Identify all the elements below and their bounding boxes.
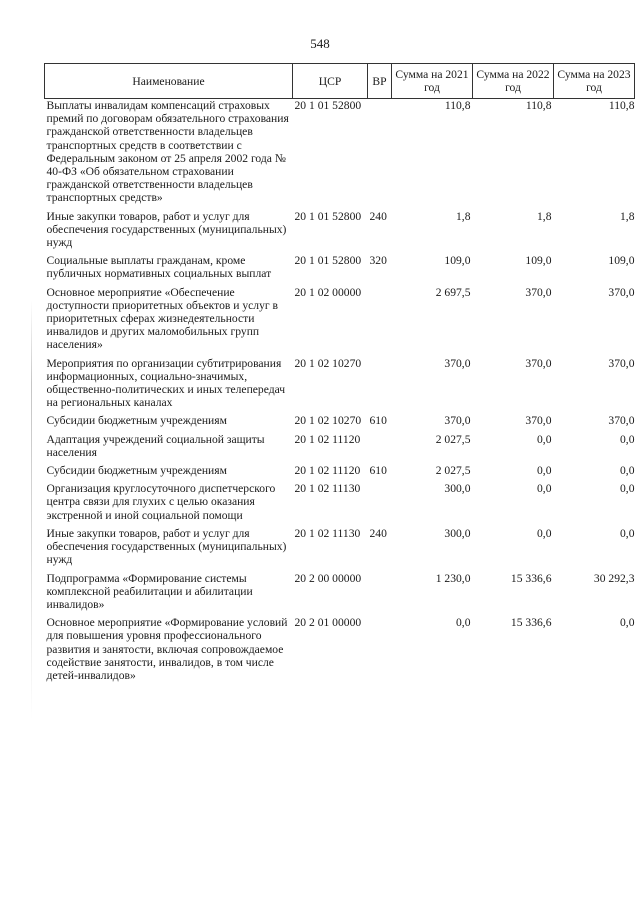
row-vr (368, 572, 392, 617)
row-sum-2021: 0,0 (456, 616, 471, 630)
row-sum-2022: 370,0 (525, 414, 552, 428)
row-sum-2022: 15 336,6 (510, 571, 552, 585)
row-sum-2023: 370,0 (608, 356, 635, 370)
row-sum-2022: 0,0 (537, 526, 552, 540)
table-row (45, 414, 635, 432)
row-vr (368, 286, 392, 357)
row-name: Выплаты инвалидам компенсаций страховых премий по договорам обязательного страхования гражданской ответственности владельцев транспортных средств в соответствии с Федеральным законом от 25 апреля 2002 года № 40-ФЗ «Об обязательном страховании гражданской ответственности владельцев транспортных средств» (46, 99, 289, 205)
row-csr: 20 1 02 11120 (294, 464, 361, 478)
row-sum-2022: 0,0 (537, 432, 552, 446)
row-sum-2021: 2 027,5 (435, 464, 471, 478)
header-vr: ВР (368, 64, 392, 99)
row-sum-2023: 30 292,3 (593, 571, 635, 585)
row-name: Иные закупки товаров, работ и услуг для обеспечения государственных (муниципальных) нужд (46, 526, 287, 567)
table-row (45, 616, 635, 687)
row-vr: 610 (369, 464, 387, 478)
row-sum-2023: 0,0 (620, 432, 635, 446)
row-csr: 20 1 02 10270 (294, 414, 362, 428)
row-sum-2021: 2 027,5 (435, 432, 471, 446)
table-row (45, 572, 635, 617)
table-row (45, 527, 635, 572)
header-sum-2022: Сумма на 2022 год (473, 64, 554, 99)
row-csr: 20 1 01 52800 (294, 99, 362, 112)
row-csr: 20 1 02 10270 (294, 356, 362, 370)
row-sum-2023: 370,0 (608, 414, 635, 428)
row-vr (368, 616, 392, 687)
table-header-row (45, 64, 635, 99)
table-row (45, 286, 635, 357)
row-sum-2021: 300,0 (444, 526, 471, 540)
row-sum-2021: 370,0 (444, 414, 471, 428)
row-csr: 20 1 02 11130 (294, 526, 361, 540)
row-sum-2021: 1,8 (456, 209, 471, 223)
row-sum-2021: 1 230,0 (435, 571, 471, 585)
row-sum-2021: 2 697,5 (435, 285, 471, 299)
row-sum-2023: 109,0 (608, 254, 635, 268)
row-vr (368, 433, 392, 464)
row-name: Субсидии бюджетным учреждениям (46, 464, 227, 478)
row-sum-2022: 0,0 (537, 482, 552, 496)
row-csr: 20 1 01 52800 (294, 254, 362, 268)
row-sum-2022: 1,8 (537, 209, 552, 223)
table-row (45, 482, 635, 527)
page-number: 548 (310, 36, 330, 51)
row-vr (368, 482, 392, 527)
row-name: Основное мероприятие «Обеспечение доступности приоритетных объектов и услуг в приоритетных сферах жизнедеятельности инвалидов и других маломобильных групп населения» (46, 285, 278, 352)
row-name: Социальные выплаты гражданам, кроме публичных нормативных социальных выплат (46, 254, 272, 281)
row-name: Основное мероприятие «Формирование условий для повышения уровня профессионального развития и занятости, включая сопровождаемое содействие занятости, инвалидов, в том числе детей-инвалидов» (46, 616, 288, 682)
row-vr: 320 (369, 254, 387, 268)
table-row (45, 464, 635, 482)
row-csr: 20 1 02 11130 (294, 482, 361, 496)
row-name: Организация круглосуточного диспетчерского центра связи для глухих с целью оказания экстренной и иной социальной помощи (46, 482, 276, 522)
table-row (45, 254, 635, 285)
table-row (45, 433, 635, 464)
row-name: Адаптация учреждений социальной защиты населения (46, 432, 265, 459)
row-sum-2022: 109,0 (525, 254, 552, 268)
row-sum-2022: 370,0 (525, 356, 552, 370)
row-name: Субсидии бюджетным учреждениям (46, 414, 227, 428)
row-name: Мероприятия по организации субтитрирования информационных, социально-значимых, общественно-политических и иных телепередач на региональных каналах (46, 356, 286, 410)
row-sum-2022: 370,0 (525, 285, 552, 299)
row-sum-2023: 0,0 (620, 616, 635, 630)
row-vr (368, 357, 392, 415)
row-vr: 240 (369, 209, 387, 223)
row-csr: 20 2 00 00000 (294, 571, 362, 585)
row-sum-2022: 110,8 (525, 99, 552, 112)
table-row (45, 210, 635, 255)
row-csr: 20 2 01 00000 (294, 616, 362, 630)
row-name: Подпрограмма «Формирование системы комплексной реабилитации и абилитации инвалидов» (46, 571, 253, 611)
row-vr: 240 (369, 526, 387, 540)
header-name: Наименование (45, 64, 293, 99)
row-sum-2021: 110,8 (444, 99, 471, 112)
row-vr: 610 (369, 414, 387, 428)
table-body (45, 99, 635, 688)
row-sum-2021: 109,0 (444, 254, 471, 268)
row-sum-2023: 1,8 (620, 209, 635, 223)
header-sum-2021: Сумма на 2021 год (392, 64, 473, 99)
row-csr: 20 1 02 00000 (294, 285, 362, 299)
row-sum-2022: 15 336,6 (510, 616, 552, 630)
row-sum-2021: 370,0 (444, 356, 471, 370)
header-sum-2023: Сумма на 2023 год (554, 64, 635, 99)
header-csr: ЦСР (293, 64, 368, 99)
row-csr: 20 1 02 11120 (294, 432, 361, 446)
row-csr: 20 1 01 52800 (294, 209, 362, 223)
budget-table (44, 63, 635, 687)
row-sum-2021: 300,0 (444, 482, 471, 496)
table-row (45, 99, 635, 210)
row-vr (368, 99, 392, 210)
row-sum-2022: 0,0 (537, 464, 552, 478)
row-sum-2023: 110,8 (608, 99, 635, 112)
row-sum-2023: 0,0 (620, 482, 635, 496)
row-sum-2023: 0,0 (620, 464, 635, 478)
table-row (45, 357, 635, 415)
scan-artifact (31, 300, 32, 720)
row-sum-2023: 370,0 (608, 285, 635, 299)
row-name: Иные закупки товаров, работ и услуг для обеспечения государственных (муниципальных) нужд (46, 209, 287, 250)
row-sum-2023: 0,0 (620, 526, 635, 540)
